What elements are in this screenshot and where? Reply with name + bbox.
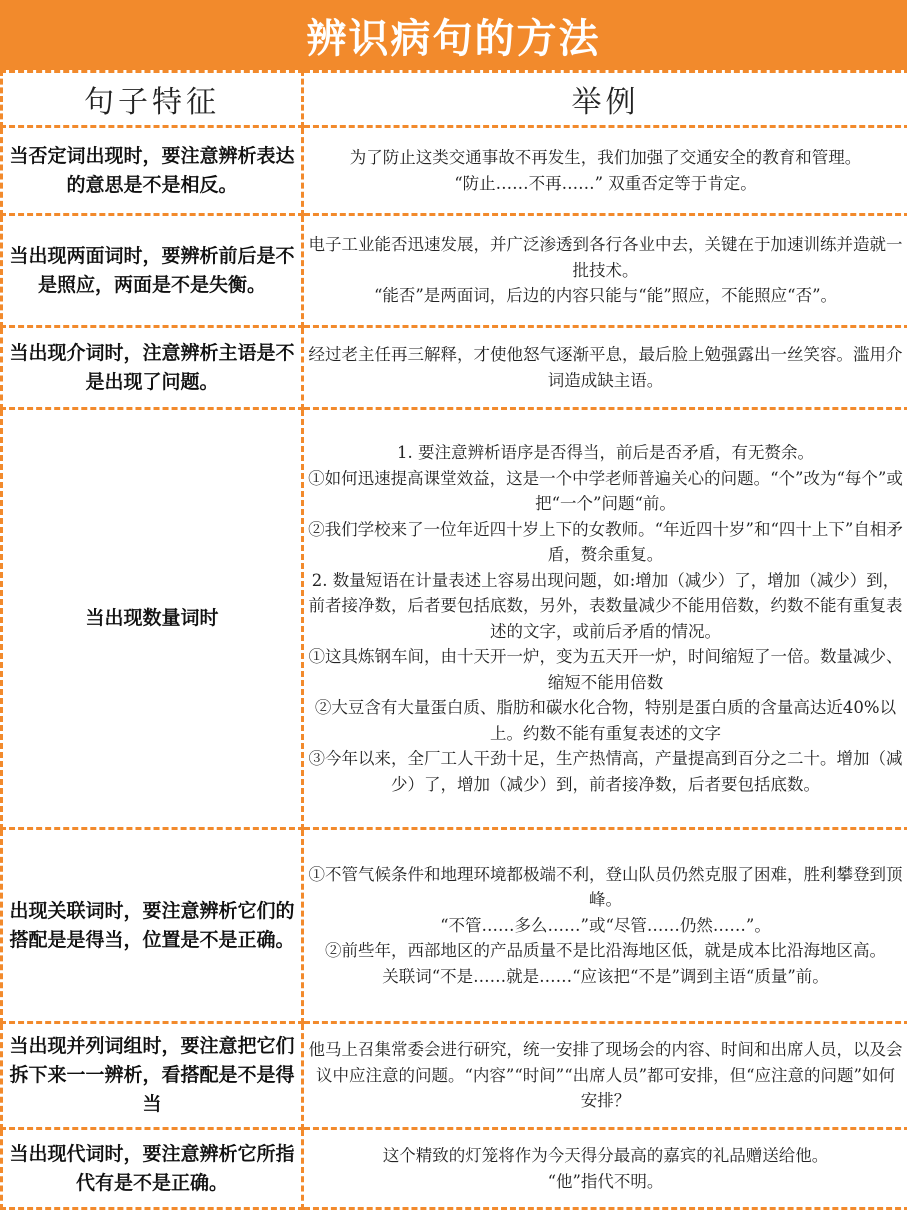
- header-feature: 句子特征: [2, 72, 303, 127]
- example-line: “他”指代不明。: [308, 1169, 903, 1195]
- feature-cell: 当出现并列词组时，要注意把它们拆下来一一辨析，看搭配是不是得当: [2, 1023, 303, 1129]
- example-line: 关联词“不是……就是……“应该把“不是”调到主语“质量”前。: [308, 964, 903, 990]
- title-banner: [0, 0, 907, 70]
- example-line: 1. 要注意辨析语序是否得当，前后是否矛盾，有无赘余。: [308, 440, 903, 466]
- example-line: ①不管气候条件和地理环境都极端不利，登山队员仍然克服了困难，胜利攀登到顶峰。: [308, 862, 903, 913]
- sentence-method-table: [0, 70, 907, 1210]
- example-cell: [303, 829, 907, 1023]
- example-line: ②我们学校来了一位年近四十岁上下的女教师。“年近四十岁”和“四十上下”自相矛盾，赘余重复。: [308, 517, 903, 568]
- example-line: 这个精致的灯笼将作为今天得分最高的嘉宾的礼品赠送给他。: [308, 1143, 903, 1169]
- feature-cell: 当出现代词时，要注意辨析它所指代有是不是正确。: [2, 1129, 303, 1209]
- header-example: 举例: [303, 72, 907, 127]
- table-row: [2, 327, 907, 409]
- example-line: ②大豆含有大量蛋白质、脂肪和碳水化合物，特别是蛋白质的含量高达近40%以上。约数不能有重复表述的文字: [308, 695, 903, 746]
- example-line: 2. 数量短语在计量表述上容易出现问题，如:增加（减少）了，增加（减少）到，前者接净数，后者要包括底数，另外，表数量减少不能用倍数，约数不能有重复表述的文字，或前后矛盾的情况。: [308, 568, 903, 645]
- example-line: 为了防止这类交通事故不再发生，我们加强了交通安全的教育和管理。: [308, 145, 903, 171]
- example-line: 电子工业能否迅速发展，并广泛渗透到各行各业中去，关键在于加速训练并造就一批技术。: [308, 232, 903, 283]
- example-line: “能否”是两面词，后边的内容只能与“能”照应，不能照应“否”。: [308, 283, 903, 309]
- feature-cell: 当出现两面词时，要辨析前后是不是照应，两面是不是失衡。: [2, 215, 303, 327]
- example-cell: [303, 327, 907, 409]
- header-row: [2, 72, 907, 127]
- table-row: [2, 127, 907, 215]
- example-line: 他马上召集常委会进行研究，统一安排了现场会的内容、时间和出席人员，以及会议中应注意的问题。“内容”“时间”“出席人员”都可安排，但“应注意的问题”如何安排？: [308, 1037, 903, 1114]
- table-row: [2, 215, 907, 327]
- table-row: [2, 1129, 907, 1209]
- example-line: “不管……多么……”或“尽管……仍然……”。: [308, 913, 903, 939]
- feature-cell: 当出现数量词时: [2, 409, 303, 829]
- example-line: 经过老主任再三解释，才使他怒气逐渐平息，最后脸上勉强露出一丝笑容。滥用介词造成缺主语。: [308, 342, 903, 393]
- example-line: ①如何迅速提高课堂效益，这是一个中学老师普遍关心的问题。“个”改为“每个”或把“一个”问题“前。: [308, 466, 903, 517]
- table-row: [2, 1023, 907, 1129]
- example-line: ③今年以来，全厂工人干劲十足，生产热情高，产量提高到百分之二十。增加（减少）了，增加（减少）到，前者接净数，后者要包括底数。: [308, 746, 903, 797]
- feature-cell: 当出现介词时，注意辨析主语是不是出现了问题。: [2, 327, 303, 409]
- example-cell: [303, 127, 907, 215]
- example-cell: [303, 215, 907, 327]
- example-cell: [303, 1023, 907, 1129]
- example-line: ①这具炼钢车间，由十天开一炉，变为五天开一炉，时间缩短了一倍。数量减少、缩短不能用倍数: [308, 644, 903, 695]
- table-row: [2, 409, 907, 829]
- feature-cell: 当否定词出现时，要注意辨析表达的意思是不是相反。: [2, 127, 303, 215]
- feature-cell: 出现关联词时，要注意辨析它们的搭配是是得当，位置是不是正确。: [2, 829, 303, 1023]
- table-row: [2, 829, 907, 1023]
- example-cell: [303, 409, 907, 829]
- example-line: “防止……不再……” 双重否定等于肯定。: [308, 171, 903, 197]
- page-title: 辨识病句的方法: [307, 7, 601, 64]
- example-cell: [303, 1129, 907, 1209]
- example-line: ②前些年，西部地区的产品质量不是比沿海地区低，就是成本比沿海地区高。: [308, 938, 903, 964]
